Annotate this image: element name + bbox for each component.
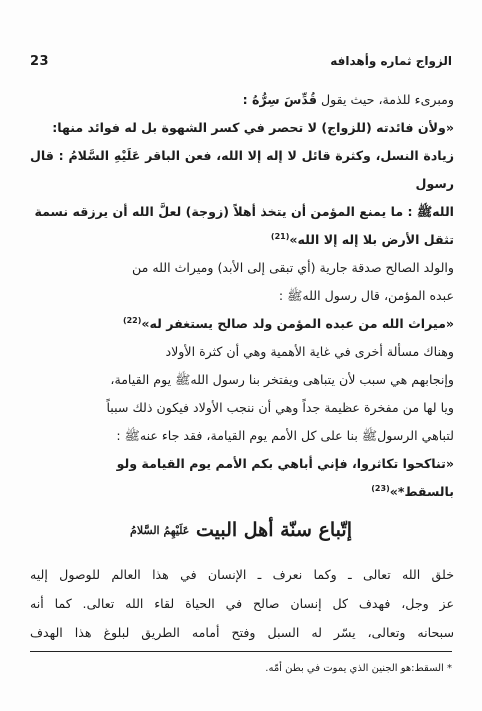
text-segment: والولد الصالح صدقة جارية (أي تبقى إلى الأبد) وميراث الله من bbox=[131, 260, 454, 275]
text-segment: بنا على كل الأمم يوم القيامة، فقد جاء عنه bbox=[139, 428, 358, 443]
text-segment: ويا لها من مفخرة عظيمة جداً وهي أن ننجب الأولاد فيكون ذلك سبباً bbox=[106, 400, 454, 415]
text-segment: «ولأن فائدته (للزواج) لا تحصر في كسر الشهوة بل له فوائد منها: bbox=[52, 120, 454, 135]
paragraph-line bbox=[30, 422, 454, 450]
text-segment: وهناك مسألة أخرى في غاية الأهمية وهي أن كثرة الأولاد bbox=[165, 344, 454, 359]
text-segment: : bbox=[116, 428, 121, 443]
paragraph-line: خلق الله تعالى ـ وكما نعرف ـ الإنسان في هذا العالم للوصول إليه bbox=[30, 567, 454, 582]
text-segment: : قال رسول bbox=[30, 148, 454, 191]
paragraph-line bbox=[30, 338, 454, 366]
quote-line bbox=[30, 478, 454, 506]
quote-line bbox=[30, 450, 454, 478]
honorific: ﷺ bbox=[361, 428, 378, 443]
page-header bbox=[30, 50, 452, 72]
honorific: قُدِّسَ سِرُّهُ : bbox=[242, 92, 317, 107]
reference-marker: (22) bbox=[122, 315, 142, 325]
text-segment: ومبرىء للذمة، حيث يقول bbox=[320, 92, 454, 107]
main-text bbox=[30, 86, 454, 506]
quote-line bbox=[30, 226, 454, 254]
paragraph-line bbox=[30, 366, 454, 394]
section-heading bbox=[30, 516, 452, 545]
quote-line bbox=[30, 114, 454, 142]
text-segment: يوم القيامة، bbox=[110, 372, 172, 387]
quote-line bbox=[30, 142, 454, 198]
text-segment: الله bbox=[432, 204, 454, 219]
text-segment: «ميراث الله من عبده المؤمن ولد صالح يستغفر له» bbox=[141, 316, 454, 331]
reference-marker: (21) bbox=[270, 231, 290, 241]
honorific: ﷺ bbox=[287, 288, 303, 303]
paragraph-line bbox=[30, 254, 454, 282]
running-title: الزواج ثماره وأهدافه bbox=[330, 54, 452, 68]
paragraph-line: عز وجل، فهدف كل إنسان صالح في الحياة لقاء الله تعالى. كما أنه bbox=[30, 596, 454, 611]
text-segment: «تناكحوا تكاثروا، فإني أباهي بكم الأمم يوم القيامة ولو bbox=[116, 456, 454, 471]
text-segment: : ما يمنع المؤمن أن يتخذ أهلاً (زوجة) لعلَّ الله أن يرزقه نسمة bbox=[34, 204, 413, 219]
paragraph-line bbox=[30, 394, 454, 422]
honorific: ﷺ bbox=[124, 428, 140, 443]
heading-text: إتّباع سنّة أهل البيت bbox=[195, 519, 352, 541]
text-segment: بالسقط*» bbox=[389, 484, 454, 499]
footnote-divider bbox=[30, 651, 452, 652]
text-segment: وإنجابهم هي سبب لأن يتباهى ويفتخر بنا رسول الله bbox=[190, 372, 454, 387]
paragraph-line bbox=[30, 282, 454, 310]
text-segment: تثقل الأرض بلا إله إلا الله» bbox=[289, 232, 454, 247]
quote-line bbox=[30, 310, 454, 338]
quote-line bbox=[30, 198, 454, 226]
footnote: * السقط:هو الجنين الذي يموت في بطن أمّه. bbox=[265, 663, 452, 674]
paragraph-line bbox=[30, 86, 454, 114]
section-text bbox=[30, 560, 454, 647]
honorific: ﷺ bbox=[175, 372, 191, 387]
paragraph-line: سبحانه وتعالى، يسّر له السبل وفتح أمامه الطريق لبلوغ هذا الهدف bbox=[30, 625, 454, 640]
honorific: ﷺ bbox=[416, 204, 433, 219]
text-segment: زيادة النسل، وكثرة قائل لا إله إلا الله، فعن الباقر bbox=[145, 148, 454, 163]
text-segment: لتباهي الرسول bbox=[377, 428, 454, 443]
text-segment: : bbox=[278, 288, 284, 303]
honorific: عَلَيْهِمُ السَّلامُ bbox=[130, 524, 190, 537]
page-number: 23 bbox=[30, 53, 50, 69]
reference-marker: (23) bbox=[371, 483, 390, 493]
honorific: عَلَيْهِ السَّلامُ bbox=[68, 148, 141, 163]
text-segment: عبده المؤمن، قال رسول الله bbox=[302, 288, 454, 303]
